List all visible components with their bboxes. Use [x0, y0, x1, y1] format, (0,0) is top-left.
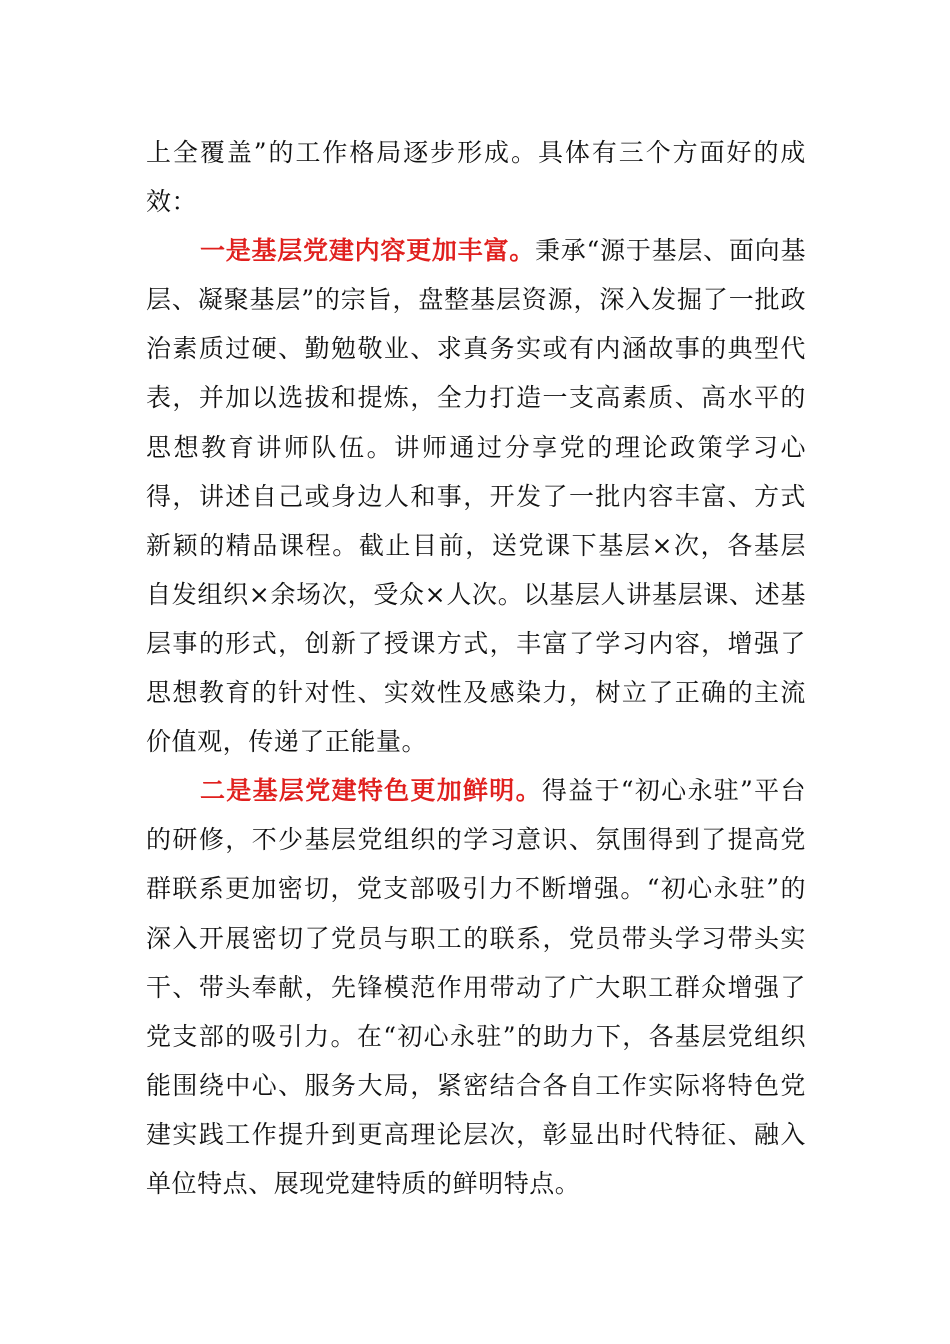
paragraph-heading-point-one: 一是基层党建内容更加丰富。	[200, 236, 535, 266]
paragraph-text: 得益于“初心永驻”平台的研修，不少基层党组织的学习意识、氛围得到了提高党群联系更加密切，党支部吸引力不断增强。“初心永驻”的深入开展密切了党员与职工的联系，党员带头学习带头实干、带头奉献，先锋模范作用带动了广大职工群众增强了党支部的吸引力。在“初心永驻”的助力下，各基层党组织能围绕中心、服务大局，紧密结合各自工作实际将特色党建实践工作提升到更高理论层次，彰显出时代特征、融入单位特点、展现党建特质的鲜明特点。	[146, 776, 806, 1198]
paragraph-text: 秉承“源于基层、面向基层、凝聚基层”的宗旨，盘整基层资源，深入发掘了一批政治素质过硬、勤勉敬业、求真务实或有内涵故事的典型代表，并加以选拔和提炼，全力打造一支高素质、高水平的思想教育讲师队伍。讲师通过分享党的理论政策学习心得，讲述自己或身边人和事，开发了一批内容丰富、方式新颖的精品课程。截止目前，送党课下基层×次，各基层自发组织×余场次，受众×人次。以基层人讲基层课、述基层事的形式，创新了授课方式，丰富了学习内容，增强了思想教育的针对性、实效性及感染力，树立了正确的主流价值观，传递了正能量。	[146, 236, 806, 757]
paragraph-point-one	[146, 226, 806, 766]
paragraph-continuation	[146, 128, 806, 226]
paragraph-point-two	[146, 766, 806, 1208]
paragraph-text: 上全覆盖”的工作格局逐步形成。具体有三个方面好的成效：	[146, 138, 806, 217]
paragraph-heading-point-two: 二是基层党建特色更加鲜明。	[200, 776, 542, 806]
document-body	[146, 128, 806, 1208]
